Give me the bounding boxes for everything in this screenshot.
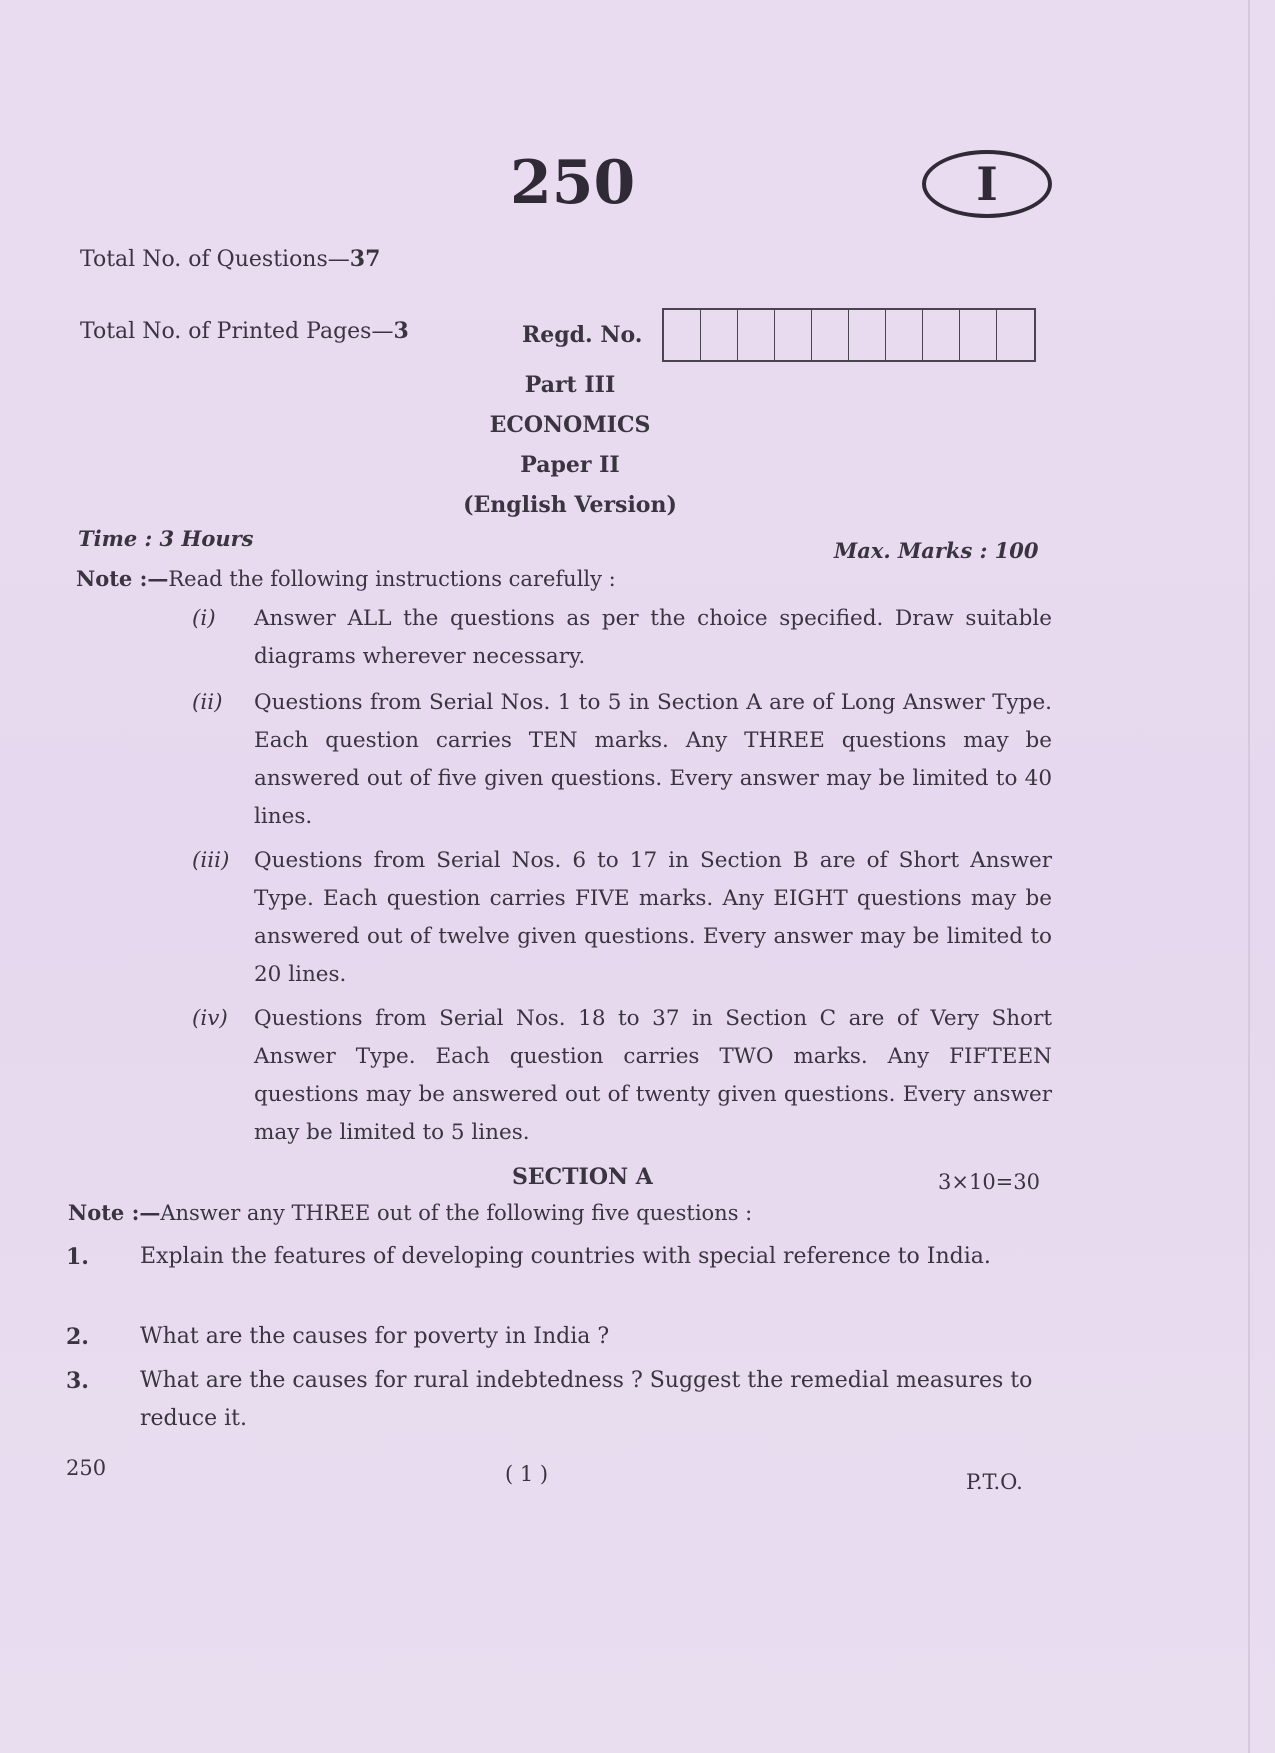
question-number: 2. [66, 1324, 89, 1350]
regd-digit-box[interactable] [812, 310, 849, 360]
question-text: What are the causes for rural indebtedness ? Suggest the remedial measures to reduce it. [140, 1368, 1033, 1431]
instruction-item [192, 684, 1052, 836]
regd-digit-box[interactable] [849, 310, 886, 360]
question-item [66, 1362, 1046, 1438]
note-text: Read the following instructions carefully : [168, 567, 616, 591]
regd-digit-box[interactable] [923, 310, 960, 360]
page-number: ( 1 ) [505, 1462, 549, 1486]
part-title: Part III [524, 372, 616, 398]
instruction-text: Answer ALL the questions as per the choice specified. Draw suitable diagrams wherever necessary. [254, 606, 1052, 669]
regd-digit-box[interactable] [960, 310, 997, 360]
section-a-note-text: Answer any THREE out of the following five questions : [160, 1201, 753, 1225]
instruction-text: Questions from Serial Nos. 18 to 37 in Section C are of Very Short Answer Type. Each question carries TWO marks. Any FIFTEEN questions may be answered out of twenty given questions. Every answer may be limited to 5 lines. [254, 1006, 1052, 1145]
instruction-text: Questions from Serial Nos. 1 to 5 in Section A are of Long Answer Type. Each question carries TEN marks. Any THREE questions may be answered out of five given questions. Every answer may be limited to 40 lines. [254, 690, 1052, 829]
paper-title: Paper II [520, 452, 620, 478]
instruction-number: (ii) [192, 690, 223, 715]
section-a-note-label: Note :— [68, 1200, 161, 1225]
instruction-item [192, 842, 1052, 994]
footer-code: 250 [66, 1456, 107, 1480]
instructions-note [76, 566, 616, 591]
regd-digit-box[interactable] [738, 310, 775, 360]
regd-digit-box[interactable] [775, 310, 812, 360]
question-item [66, 1318, 1046, 1356]
question-number: 3. [66, 1368, 89, 1394]
instruction-item [192, 600, 1052, 676]
question-text: What are the causes for poverty in India ? [140, 1324, 610, 1349]
paper-code: 250 [510, 148, 636, 218]
total-pages-label: Total No. of Printed Pages— [80, 319, 394, 344]
regd-digit-box[interactable] [886, 310, 923, 360]
total-questions [80, 246, 380, 272]
instruction-text: Questions from Serial Nos. 6 to 17 in Section B are of Short Answer Type. Each question carries FIVE marks. Any EIGHT questions may be answered out of twelve given questions. Every answer may be limited to 20 lines. [254, 848, 1052, 987]
instruction-number: (iii) [192, 848, 230, 873]
question-item [66, 1238, 1046, 1276]
version-title: (English Version) [463, 492, 677, 518]
section-a-title: SECTION A [512, 1164, 653, 1190]
instruction-number: (iv) [192, 1006, 228, 1031]
regd-digit-box[interactable] [997, 310, 1034, 360]
total-questions-label: Total No. of Questions— [80, 247, 350, 272]
set-marker: I [976, 157, 998, 211]
question-number: 1. [66, 1244, 89, 1270]
section-a-note [68, 1200, 752, 1225]
regd-label: Regd. No. [522, 322, 643, 348]
regd-digit-box[interactable] [701, 310, 738, 360]
max-marks: Max. Marks : 100 [834, 538, 1039, 563]
section-a-marks: 3×10=30 [938, 1170, 1040, 1194]
question-text: Explain the features of developing countries with special reference to India. [140, 1244, 991, 1269]
total-pages [80, 318, 409, 344]
total-pages-value: 3 [393, 318, 409, 344]
regd-number-boxes[interactable] [662, 308, 1036, 362]
instruction-item [192, 1000, 1052, 1152]
regd-digit-box[interactable] [664, 310, 701, 360]
time-allowed: Time : 3 Hours [78, 526, 254, 551]
pto-label: P.T.O. [966, 1470, 1023, 1494]
total-questions-value: 37 [349, 246, 381, 272]
set-marker-oval [922, 150, 1052, 218]
subject-title: ECONOMICS [489, 412, 651, 438]
note-label: Note :— [76, 566, 169, 591]
instruction-number: (i) [192, 606, 216, 631]
